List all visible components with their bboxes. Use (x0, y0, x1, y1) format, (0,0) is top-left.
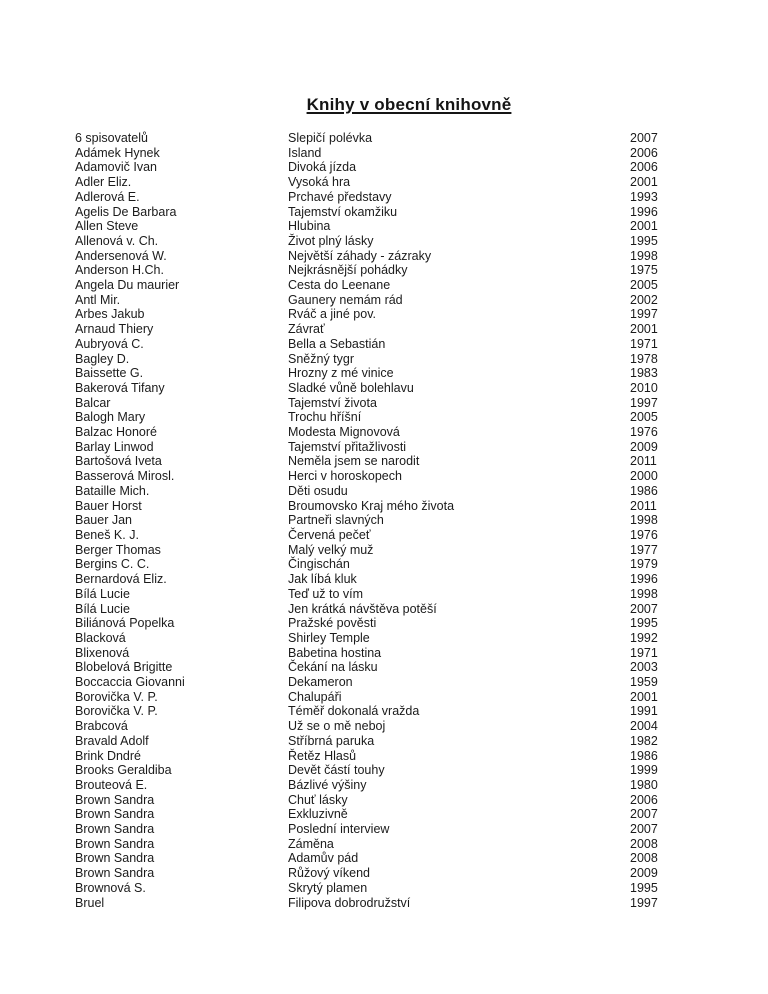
author-cell: Boccaccia Giovanni (75, 675, 185, 690)
author-cell: Brown Sandra (75, 851, 155, 866)
book-row (75, 160, 748, 175)
book-row (75, 322, 748, 337)
year-cell: 1986 (630, 748, 658, 763)
author-cell: Bakerová Tifany (75, 380, 165, 395)
title-cell: Trochu hříšní (288, 410, 362, 425)
year-cell: 1959 (630, 675, 658, 690)
title-cell: Filipova dobrodružství (288, 895, 411, 910)
book-row (75, 690, 748, 705)
author-cell: Adámek Hynek (75, 145, 160, 160)
book-row (75, 278, 748, 293)
year-cell: 2006 (630, 145, 658, 160)
author-cell: Brown Sandra (75, 836, 155, 851)
title-cell: Hlubina (288, 219, 331, 234)
author-cell: Brown Sandra (75, 866, 155, 881)
year-cell: 2007 (630, 807, 658, 822)
year-cell: 1996 (630, 204, 658, 219)
author-cell: Bauer Jan (75, 513, 132, 528)
author-cell: Basserová Mirosl. (75, 469, 175, 484)
year-cell: 1986 (630, 483, 658, 498)
author-cell: Biliánová Popelka (75, 616, 175, 631)
book-row (75, 763, 748, 778)
year-cell: 2011 (630, 454, 657, 469)
title-cell: Bázlivé výšiny (288, 777, 367, 792)
year-cell: 2009 (630, 866, 658, 881)
year-cell: 1975 (630, 263, 658, 278)
book-row (75, 616, 748, 631)
year-cell: 1991 (630, 704, 658, 719)
year-cell: 1977 (630, 542, 658, 557)
year-cell: 2011 (630, 498, 657, 513)
book-row (75, 557, 748, 572)
year-cell: 1995 (630, 233, 658, 248)
book-row (75, 631, 748, 646)
title-cell: Tajemství okamžiku (288, 204, 398, 219)
year-cell: 2006 (630, 792, 658, 807)
year-cell: 2001 (630, 175, 658, 190)
title-cell: Tajemství života (288, 395, 377, 410)
year-cell: 2008 (630, 851, 658, 866)
title-cell: Hrozny z mé vinice (288, 366, 394, 381)
book-row (75, 513, 748, 528)
book-row (75, 587, 748, 602)
year-cell: 2003 (630, 660, 658, 675)
title-cell: Gaunery nemám rád (288, 292, 403, 307)
title-cell: Teď už to vím (288, 586, 364, 601)
book-row (75, 881, 748, 896)
book-row (75, 646, 748, 661)
title-cell: Jak líbá kluk (288, 572, 357, 587)
title-cell: Závrať (288, 322, 325, 337)
year-cell: 1976 (630, 425, 658, 440)
author-cell: Angela Du maurier (75, 278, 180, 293)
title-cell: Prchavé představy (288, 189, 392, 204)
title-cell: Tajemství přitažlivosti (288, 439, 407, 454)
title-cell: Cesta do Leenane (288, 278, 391, 293)
book-row (75, 572, 748, 587)
book-row (75, 851, 748, 866)
title-cell: Herci v horoskopech (288, 469, 402, 484)
author-cell: Bílá Lucie (75, 601, 130, 616)
year-cell: 1998 (630, 248, 658, 263)
year-cell: 2005 (630, 278, 658, 293)
book-row (75, 469, 748, 484)
author-cell: Blacková (75, 630, 126, 645)
title-cell: Největší záhady - zázraky (288, 248, 432, 263)
author-cell: Bernardová Eliz. (75, 572, 167, 587)
year-cell: 2007 (630, 131, 658, 145)
year-cell: 1999 (630, 763, 658, 778)
book-row (75, 660, 748, 675)
title-cell: Čekání na lásku (288, 660, 378, 675)
title-cell: Exkluzivně (288, 807, 348, 822)
page-title: Knihy v obecní knihovně (306, 95, 512, 114)
author-cell: Brabcová (75, 719, 128, 734)
book-row (75, 602, 748, 617)
year-cell: 1983 (630, 366, 658, 381)
book-row (75, 454, 748, 469)
book-row (75, 175, 748, 190)
year-cell: 1982 (630, 733, 658, 748)
title-cell: Broumovsko Kraj mého života (288, 498, 455, 513)
author-cell: Agelis De Barbara (75, 204, 177, 219)
title-cell: Malý velký muž (288, 542, 374, 557)
author-cell: Balzac Honoré (75, 425, 157, 440)
year-cell: 2009 (630, 439, 658, 454)
title-cell: Shirley Temple (288, 630, 370, 645)
book-row (75, 528, 748, 543)
book-row (75, 719, 748, 734)
author-cell: 6 spisovatelů (75, 131, 148, 145)
title-cell: Neměla jsem se narodit (288, 454, 420, 469)
author-cell: Brown Sandra (75, 792, 155, 807)
author-cell: Bruel (75, 895, 105, 910)
author-cell: Andersenová W. (75, 248, 167, 263)
book-row (75, 234, 748, 249)
title-cell: Babetina hostina (288, 645, 382, 660)
title-cell: Růžový víkend (288, 866, 370, 881)
author-cell: Bergins C. C. (75, 557, 150, 572)
book-row (75, 704, 748, 719)
title-cell: Rváč a jiné pov. (288, 307, 377, 322)
year-cell: 1978 (630, 351, 658, 366)
book-row (75, 822, 748, 837)
book-row (75, 896, 748, 911)
title-cell: Chuť lásky (288, 792, 348, 807)
year-cell: 1997 (630, 395, 658, 410)
year-cell: 1980 (630, 777, 658, 792)
title-cell: Bella a Sebastián (288, 336, 386, 351)
year-cell: 2007 (630, 601, 658, 616)
year-cell: 2007 (630, 822, 658, 837)
book-row (75, 337, 748, 352)
title-cell: Divoká jízda (288, 160, 357, 175)
author-cell: Borovička V. P. (75, 704, 158, 719)
author-cell: Adler Eliz. (75, 175, 132, 190)
year-cell: 1997 (630, 307, 658, 322)
book-row (75, 190, 748, 205)
year-cell: 2010 (630, 380, 658, 395)
title-block (0, 0, 768, 115)
title-cell: Devět částí touhy (288, 763, 385, 778)
author-cell: Brown Sandra (75, 822, 155, 837)
book-row (75, 425, 748, 440)
title-cell: Poslední interview (288, 822, 390, 837)
title-cell: Sněžný tygr (288, 351, 355, 366)
year-cell: 2006 (630, 160, 658, 175)
author-cell: Balogh Mary (75, 410, 146, 425)
book-row (75, 249, 748, 264)
author-cell: Anderson H.Ch. (75, 263, 164, 278)
year-cell: 2001 (630, 322, 658, 337)
author-cell: Bagley D. (75, 351, 130, 366)
year-cell: 1993 (630, 189, 658, 204)
author-cell: Baissette G. (75, 366, 144, 381)
book-row (75, 440, 748, 455)
year-cell: 1995 (630, 616, 658, 631)
book-row (75, 307, 748, 322)
title-cell: Dekameron (288, 675, 353, 690)
year-cell: 2008 (630, 836, 658, 851)
title-cell: Skrytý plamen (288, 880, 368, 895)
year-cell: 1998 (630, 586, 658, 601)
author-cell: Borovička V. P. (75, 689, 158, 704)
author-cell: Blixenová (75, 645, 130, 660)
book-row (75, 396, 748, 411)
title-cell: Vysoká hra (288, 175, 351, 190)
year-cell: 1996 (630, 572, 658, 587)
author-cell: Barlay Linwod (75, 439, 154, 454)
year-cell: 1998 (630, 513, 658, 528)
title-cell: Záměna (288, 836, 334, 851)
author-cell: Adamovič Ivan (75, 160, 157, 175)
author-cell: Brown Sandra (75, 807, 155, 822)
author-cell: Bauer Horst (75, 498, 142, 513)
title-cell: Červená pečeť (288, 527, 371, 542)
title-cell: Pražské pověsti (288, 616, 377, 631)
author-cell: Blobelová Brigitte (75, 660, 173, 675)
author-cell: Bílá Lucie (75, 586, 130, 601)
book-row (75, 131, 748, 146)
title-cell: Nejkrásnější pohádky (288, 263, 408, 278)
year-cell: 2004 (630, 719, 658, 734)
book-row (75, 675, 748, 690)
title-cell: Jen krátká návštěva potěší (288, 601, 437, 616)
year-cell: 1971 (630, 336, 658, 351)
title-cell: Děti osudu (288, 483, 348, 498)
year-cell: 2000 (630, 469, 658, 484)
author-cell: Bataille Mich. (75, 483, 150, 498)
author-cell: Antl Mir. (75, 292, 121, 307)
author-cell: Brouteová E. (75, 777, 148, 792)
book-row (75, 205, 748, 220)
title-cell: Už se o mě neboj (288, 719, 386, 734)
author-cell: Adlerová E. (75, 189, 140, 204)
year-cell: 2002 (630, 292, 658, 307)
book-row (75, 381, 748, 396)
author-cell: Arnaud Thiery (75, 322, 154, 337)
book-row (75, 219, 748, 234)
book-row (75, 837, 748, 852)
author-cell: Brownová S. (75, 880, 146, 895)
author-cell: Bravald Adolf (75, 733, 149, 748)
year-cell: 1979 (630, 557, 658, 572)
book-row (75, 263, 748, 278)
title-cell: Řetěz Hlasů (288, 748, 357, 763)
year-cell: 1997 (630, 895, 658, 910)
book-row (75, 793, 748, 808)
book-row (75, 484, 748, 499)
author-cell: Balcar (75, 395, 111, 410)
title-cell: Čingischán (288, 557, 350, 572)
book-row (75, 734, 748, 749)
author-cell: Arbes Jakub (75, 307, 145, 322)
title-cell: Modesta Mignovová (288, 425, 400, 440)
year-cell: 2005 (630, 410, 658, 425)
year-cell: 1992 (630, 630, 658, 645)
title-cell: Adamův pád (288, 851, 359, 866)
year-cell: 1971 (630, 645, 658, 660)
book-row (75, 749, 748, 764)
author-cell: Beneš K. J. (75, 527, 139, 542)
author-cell: Allen Steve (75, 219, 139, 234)
year-cell: 2001 (630, 689, 658, 704)
title-cell: Island (288, 145, 322, 160)
title-cell: Život plný lásky (288, 233, 374, 248)
book-row (75, 352, 748, 367)
book-row (75, 866, 748, 881)
author-cell: Aubryová C. (75, 336, 144, 351)
book-row (75, 293, 748, 308)
book-row (75, 366, 748, 381)
book-row (75, 807, 748, 822)
title-cell: Slepičí polévka (288, 131, 373, 145)
author-cell: Brink Dndré (75, 748, 141, 763)
book-row (75, 410, 748, 425)
book-row (75, 499, 748, 514)
year-cell: 1976 (630, 527, 658, 542)
author-cell: Allenová v. Ch. (75, 233, 159, 248)
title-cell: Sladké vůně bolehlavu (288, 380, 414, 395)
author-cell: Bartošová Iveta (75, 454, 162, 469)
title-cell: Stříbrná paruka (288, 733, 375, 748)
book-list (0, 131, 768, 910)
book-row (75, 778, 748, 793)
author-cell: Brooks Geraldiba (75, 763, 172, 778)
author-cell: Berger Thomas (75, 542, 161, 557)
title-cell: Téměř dokonalá vražda (288, 704, 420, 719)
title-cell: Chalupáři (288, 689, 342, 704)
book-row (75, 146, 748, 161)
year-cell: 1995 (630, 880, 658, 895)
title-cell: Partneři slavných (288, 513, 384, 528)
book-row (75, 543, 748, 558)
year-cell: 2001 (630, 219, 658, 234)
